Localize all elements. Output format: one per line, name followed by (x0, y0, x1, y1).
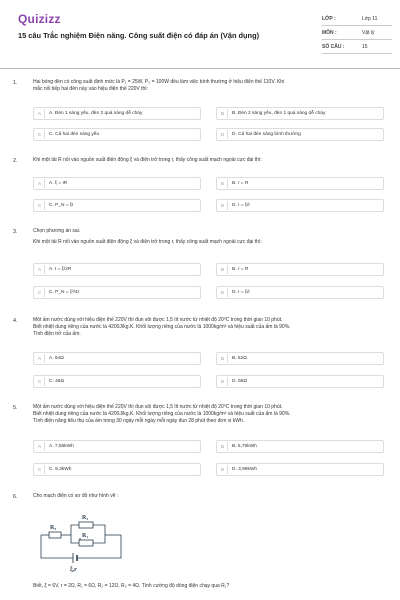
label-r1: R₁ (82, 533, 89, 539)
meta-label: MÔN : (322, 30, 337, 36)
option-d[interactable] (216, 375, 384, 388)
option-letter: A (35, 354, 45, 363)
option-a[interactable] (33, 352, 201, 365)
option-b[interactable] (216, 440, 384, 453)
question-line: Một ấm nước dùng với hiệu điện thế 220V thì đun sôi được 1,5 lít nước từ nhiệt độ 20⁰C trong thời gian 10 phút. (33, 317, 283, 323)
question-text (33, 157, 385, 164)
option-text: B. 5,76kWh (232, 444, 257, 449)
page-header (0, 0, 400, 60)
question-line: mắc nối tiếp hai đèn này vào hiệu điện thế 220V thì: (33, 86, 149, 92)
option-text: C. Cả hai đèn sáng yếu (49, 132, 100, 137)
meta-row-class (322, 12, 392, 26)
question-text (33, 404, 385, 425)
option-letter: B (218, 265, 228, 274)
option-text: B. r = R (232, 267, 249, 272)
option-a[interactable] (33, 107, 201, 120)
option-text: A. Đèn 1 sáng yếu, đèn 2 quá sáng dễ cháy (49, 111, 143, 116)
question-line: Biết nhiệt dung riêng của nước là 4200J/kg.K. Khối lượng riêng của nước là 1000kg/m³ và hiệu suất của ấm là 90%. (33, 324, 291, 330)
meta-label: SỐ CÂU : (322, 44, 345, 50)
label-source: ξ,r (70, 567, 77, 573)
question-line: Biết nhiệt dung riêng của nước là 4200J/kg.K. Khối lượng riêng của nước là 1000kg/m³ và hiệu suất của ấm là 90%. (33, 411, 291, 417)
option-c[interactable] (33, 199, 201, 212)
option-letter: D (218, 130, 228, 139)
resistor-r3 (49, 532, 61, 538)
option-d[interactable] (216, 199, 384, 212)
circuit-diagram (33, 509, 133, 573)
option-c[interactable] (33, 375, 201, 388)
header-divider (0, 68, 400, 69)
option-c[interactable] (33, 286, 201, 299)
option-letter: B (218, 109, 228, 118)
question-line: Chọn phương án sai. (33, 228, 81, 234)
option-c[interactable] (33, 463, 201, 476)
option-text: A. ξ = IR (49, 181, 68, 186)
resistor-r2 (79, 522, 93, 528)
option-letter: A (35, 179, 45, 188)
question-number: 4. (13, 318, 18, 324)
option-text: C. P_N = ξI (49, 203, 74, 208)
label-r2: R₂ (82, 515, 89, 521)
question-data-line: Biết, ξ = 6V, r = 2Ω, R₁ = 6Ω, R₂ = 12Ω, R₃ = 4Ω. Tính cường độ dòng điện chạy qua R₁? (33, 583, 230, 589)
question-line: Cho mạch điện có sơ đồ như hình vẽ : (33, 493, 119, 499)
meta-value: Lớp 11 (362, 16, 378, 22)
option-text: B. Đèn 2 sáng yếu, đèn 1 quá sáng dễ cháy (232, 111, 326, 116)
option-a[interactable] (33, 440, 201, 453)
question-number: 3. (13, 229, 18, 235)
option-d[interactable] (216, 286, 384, 299)
option-letter: A (35, 265, 45, 274)
option-c[interactable] (33, 128, 201, 141)
question-text (33, 493, 385, 500)
option-a[interactable] (33, 263, 201, 276)
page-title: 15 câu Trắc nghiệm Điện năng. Công suất điện có đáp án (Vận dụng) (18, 31, 260, 40)
question-text (33, 317, 385, 338)
option-letter: D (218, 288, 228, 297)
option-text: D. 3,99kWh (232, 467, 258, 472)
option-letter: C (35, 377, 45, 386)
question-line: Một ấm nước dùng với hiệu điện thế 220V thì đun sôi được 1,5 lít nước từ nhiệt độ 20⁰C trong thời gian 10 phút. (33, 404, 283, 410)
option-text: D. 58Ω (232, 379, 248, 384)
question-number: 5. (13, 405, 18, 411)
option-letter: D (218, 377, 228, 386)
option-text: B. r = R (232, 181, 249, 186)
meta-value: Vật lý (362, 30, 375, 36)
meta-row-count (322, 40, 392, 54)
question-number: 2. (13, 158, 18, 164)
question-line: Tính điện trở của ấm. (33, 331, 81, 337)
option-text: C. 9,3kWh (49, 467, 72, 472)
option-letter: A (35, 442, 45, 451)
option-b[interactable] (216, 177, 384, 190)
option-text: D. I = ξ/r (232, 203, 251, 208)
option-letter: C (35, 201, 45, 210)
option-letter: B (218, 179, 228, 188)
option-d[interactable] (216, 463, 384, 476)
option-text: C. P_N = ξ²/4r (49, 290, 80, 295)
option-letter: C (35, 465, 45, 474)
meta-value: 15 (362, 44, 368, 50)
question-line: Khi một tải R nối vào nguồn suất điện động ξ và điện trở trong r, thấy công suất mạch ngoài cực đại thì: (33, 239, 262, 245)
question-line: Khi một tải R nối vào nguồn suất điện động ξ và điện trở trong r, thấy công suất mạch ngoài cực đại thì: (33, 157, 262, 163)
option-text: C. 46Ω (49, 379, 65, 384)
question-text (33, 228, 385, 246)
quizizz-logo[interactable]: Quizizz (18, 12, 61, 26)
option-letter: B (218, 442, 228, 451)
resistor-r1 (79, 540, 93, 546)
option-d[interactable] (216, 128, 384, 141)
option-b[interactable] (216, 352, 384, 365)
option-letter: D (218, 465, 228, 474)
question-text (33, 79, 385, 93)
meta-label: LỚP : (322, 16, 336, 22)
option-letter: C (35, 288, 45, 297)
option-letter: C (35, 130, 45, 139)
option-b[interactable] (216, 107, 384, 120)
meta-row-subject (322, 26, 392, 40)
question-line: Hai bóng đèn có công suất định mức là P₁ = 25W, P₂ = 100W đều làm việc bình thường ở hiệu điện thế 110V. Khi (33, 79, 285, 85)
meta-box (322, 12, 392, 54)
label-r3: R₃ (50, 525, 57, 531)
option-text: D. Cả hai đèn sáng bình thường (232, 132, 301, 137)
question-number: 1. (13, 80, 18, 86)
option-a[interactable] (33, 177, 201, 190)
option-letter: D (218, 201, 228, 210)
option-letter: A (35, 109, 45, 118)
option-text: A. 64Ω (49, 356, 64, 361)
option-letter: B (218, 354, 228, 363)
option-text: D. I = ξ/r (232, 290, 251, 295)
option-text: A. I = ξ/2R (49, 267, 72, 272)
option-text: A. 7,56kWh (49, 444, 74, 449)
option-b[interactable] (216, 263, 384, 276)
question-line: Tính điện năng tiêu thụ của ấm trong 30 ngày mỗi ngày mỗi ngày đun 28 phút theo đơn vị kWh. (33, 418, 245, 424)
option-text: B. 52Ω (232, 356, 247, 361)
question-number: 6. (13, 494, 18, 500)
